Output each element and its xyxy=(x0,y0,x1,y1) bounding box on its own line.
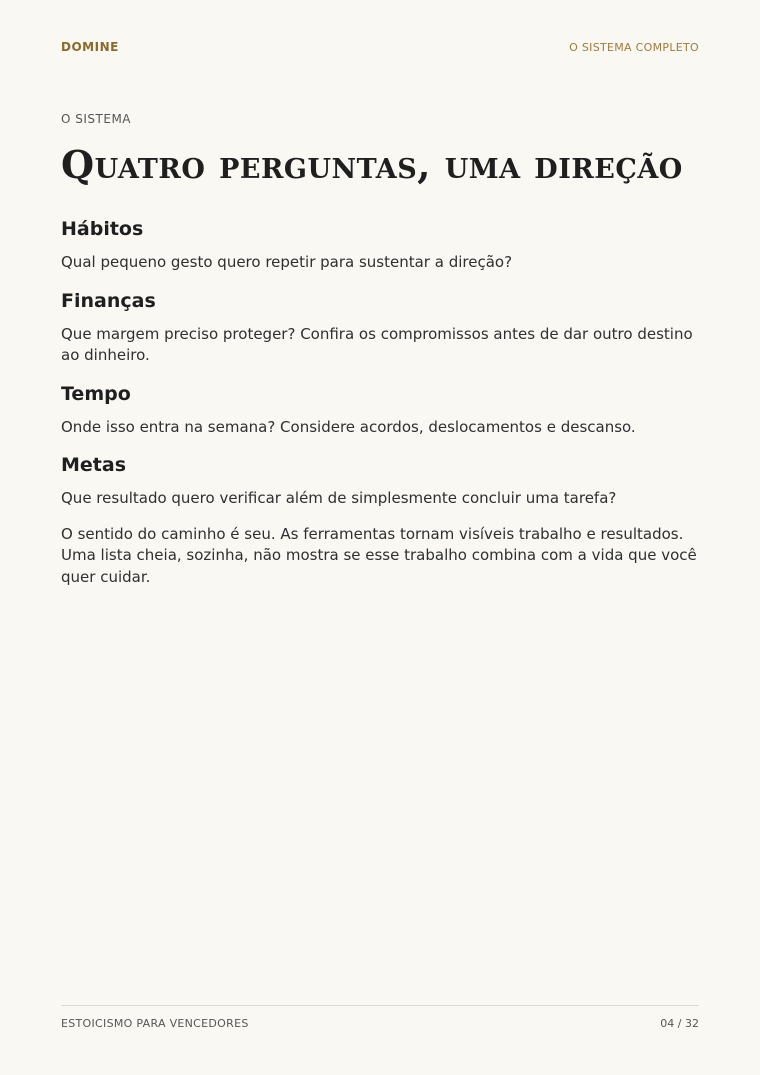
section-text: Qual pequeno gesto quero repetir para sustentar a direção? xyxy=(61,253,513,271)
section-tempo xyxy=(61,381,699,439)
page-number: 04 / 32 xyxy=(660,1017,699,1030)
page xyxy=(61,0,699,1075)
section-heading: Finanças xyxy=(61,289,156,312)
chapter-kicker: O SISTEMA xyxy=(61,112,132,126)
book-title: ESTOICISMO PARA VENCEDORES xyxy=(61,1017,249,1030)
section-heading: Metas xyxy=(61,454,127,476)
section-habitos xyxy=(61,216,699,274)
content xyxy=(61,216,699,588)
closing-paragraph: O sentido do caminho é seu. As ferramentas tornam visíveis trabalho e resultados. Uma lista cheia, sozinha, não mostra se esse trabalho combina com a vida que você quer cuidar. xyxy=(61,524,697,586)
footer-divider xyxy=(61,1005,699,1006)
section-heading: Tempo xyxy=(61,382,131,405)
brand-label: DOMINE xyxy=(61,40,119,54)
section-heading: Hábitos xyxy=(61,218,144,240)
section-text: Que resultado quero verificar além de simplesmente concluir uma tarefa? xyxy=(61,489,617,507)
section-reference: O SISTEMA COMPLETO xyxy=(569,41,699,54)
section-financas xyxy=(61,288,699,367)
section-text: Onde isso entra na semana? Considere acordos, deslocamentos e descanso. xyxy=(61,417,636,436)
page-title: Quatro perguntas, uma direção xyxy=(61,142,683,187)
running-header xyxy=(61,40,699,56)
section-metas xyxy=(61,452,699,510)
section-text: Que margem preciso proteger? Confira os compromissos antes de dar outro destino ao dinheiro. xyxy=(61,324,693,364)
